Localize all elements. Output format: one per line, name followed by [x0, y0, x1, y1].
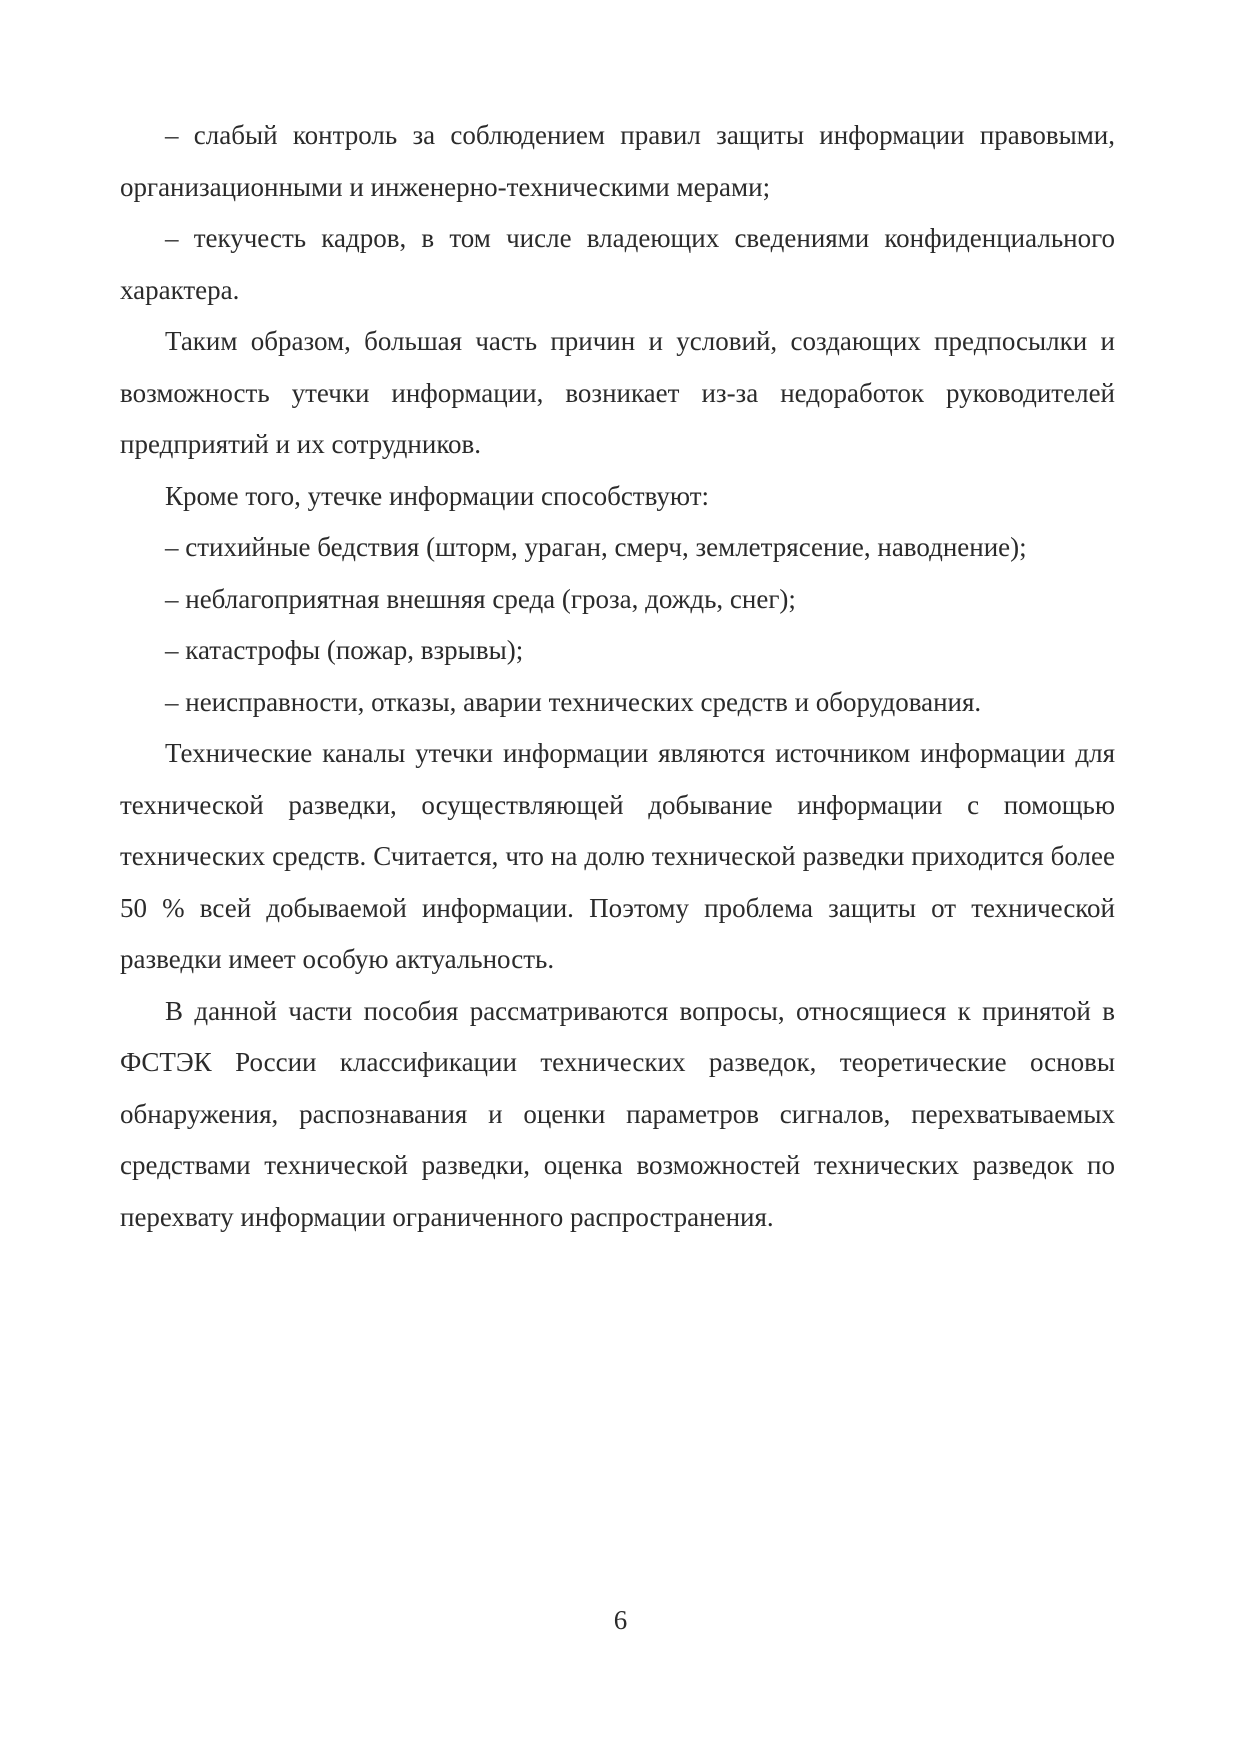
paragraph-conclusion: Таким образом, большая часть причин и условий, создающих предпосылки и возможность утечки информации, возникает из-за недоработок руководителей предприятий и их сотрудников.: [120, 326, 1115, 459]
list-item-environment: – неблагоприятная внешняя среда (гроза, дождь, снег);: [165, 583, 796, 614]
paragraph-additional-factors: Кроме того, утечке информации способствуют:: [165, 480, 710, 511]
paragraph-staff-turnover: – текучесть кадров, в том числе владеющих сведениями конфиденциального характера.: [120, 223, 1115, 305]
paragraph-technical-channels: Технические каналы утечки информации являются источником информации для технической разведки, осуществляющей добывание информации с помощью технических средств. Считается, что на долю технической разведки приходится более 50 % всей добываемой информации. Поэтому проблема защиты от технической разведки имеет особую актуальность.: [120, 738, 1115, 974]
paragraph-weak-control: – слабый контроль за соблюдением правил защиты информации правовыми, организационными и инженерно-техническими мерами;: [120, 120, 1115, 202]
list-item-malfunctions: – неисправности, отказы, аварии технических средств и оборудования.: [165, 686, 982, 717]
paragraph-section-overview: В данной части пособия рассматриваются вопросы, относящиеся к принятой в ФСТЭК России классификации технических разведок, теоретические основы обнаружения, распознавания и оценки параметров сигналов, перехватываемых средствами технической разведки, оценка возможностей технических разведок по перехвату информации ограниченного распространения.: [120, 995, 1115, 1232]
body-text: [120, 110, 1115, 1243]
list-item-natural-disasters: – стихийные бедствия (шторм, ураган, смерч, землетрясение, наводнение);: [165, 532, 1027, 562]
list-item-catastrophes: – катастрофы (пожар, взрывы);: [165, 635, 524, 665]
page-number: 6: [613, 1605, 628, 1635]
